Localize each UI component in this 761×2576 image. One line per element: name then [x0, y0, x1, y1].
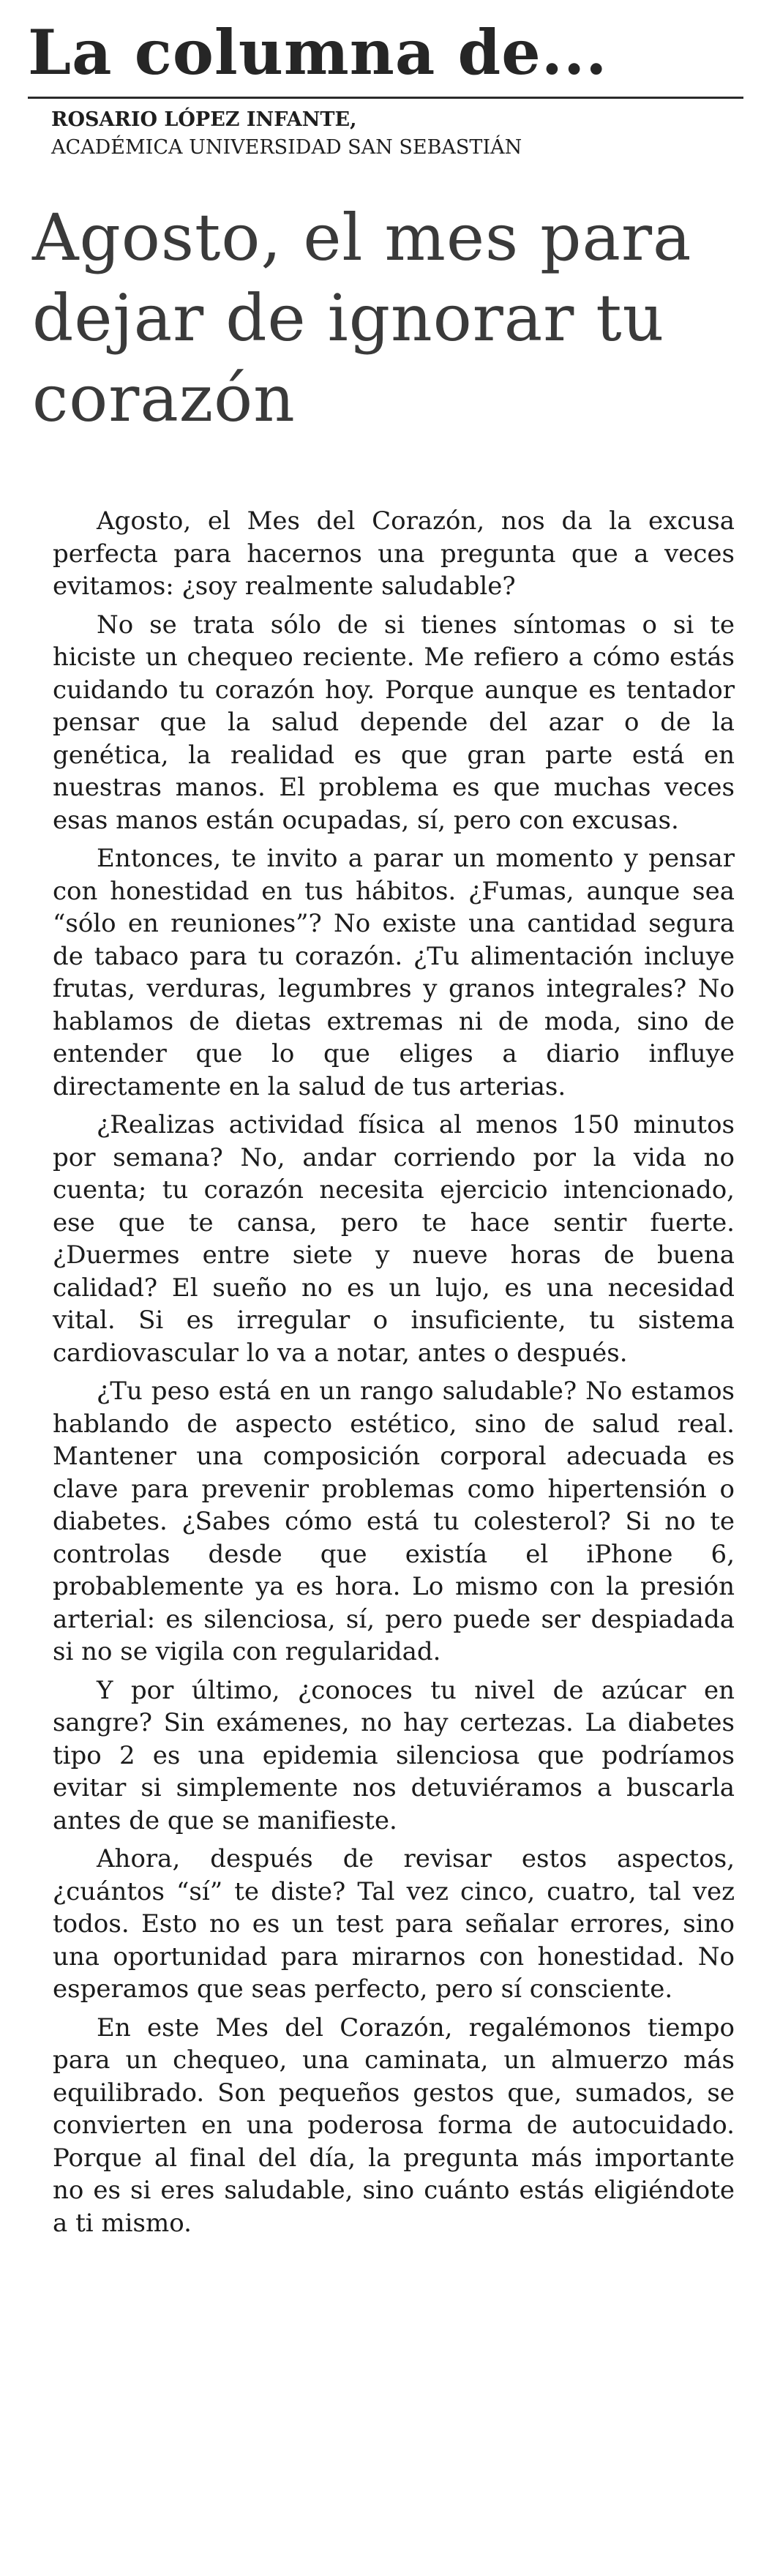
article-body [53, 505, 735, 2245]
article-paragraph: Agosto, el Mes del Corazón, nos da la excusa perfecta para hacernos una pregunta que a veces evitamos: ¿soy realmente saludable? [53, 506, 735, 601]
article-paragraph: ¿Realizas actividad física al menos 150 minutos por semana? No, andar corriendo por la vida no cuenta; tu corazón necesita ejercicio intencionado, ese que te cansa, pero te hace sentir fuerte. ¿Duermes entre siete y nueve horas de buena calidad? El sueño no es un lujo, es una necesidad vital. Si es irregular o insuficiente, tu sistema cardiovascular lo va a notar, antes o después. [53, 1110, 735, 1368]
article-paragraph: ¿Tu peso está en un rango saludable? No estamos hablando de aspecto estético, sino de salud real. Mantener una composición corporal adecuada es clave para prevenir problemas como hipertensión o diabetes. ¿Sabes cómo está tu colesterol? Si no te controlas desde que existía el iPhone 6, probablemente ya es hora. Lo mismo con la presión arterial: es silenciosa, sí, pero puede ser despiadada si no se vigila con regularidad. [53, 1377, 735, 1666]
article-paragraph: Y por último, ¿conoces tu nivel de azúcar en sangre? Sin exámenes, no hay certezas. La diabetes tipo 2 es una epidemia silenciosa que podríamos evitar si simplemente nos detuviéramos a buscarla antes de que se manifieste. [53, 1675, 735, 1835]
header-divider [28, 97, 743, 99]
article-paragraph: Entonces, te invito a parar un momento y pensar con honestidad en tus hábitos. ¿Fumas, aunque sea “sólo en reuniones”? No existe una cantidad segura de tabaco para tu corazón. ¿Tu alimentación incluye frutas, verduras, legumbres y granos integrales? No hablamos de dietas extremas ni de moda, sino de entender que lo que eliges a diario influye directamente en la salud de tus arterias. [53, 844, 735, 1101]
article-paragraph: No se trata sólo de si tienes síntomas o si te hiciste un chequeo reciente. Me refiero a cómo estás cuidando tu corazón hoy. Porque aunque es tentador pensar que la salud depende del azar o de la genética, la realidad es que gran parte está en nuestras manos. El problema es que muchas veces esas manos están ocupadas, sí, pero con excusas. [53, 610, 735, 835]
column-title: La columna de... [28, 16, 608, 89]
article-headline: Agosto, el mes para dejar de ignorar tu corazón [32, 200, 692, 436]
author-name: ROSARIO LÓPEZ INFANTE, [51, 108, 357, 131]
author-affiliation: ACADÉMICA UNIVERSIDAD SAN SEBASTIÁN [51, 136, 522, 159]
article-paragraph: En este Mes del Corazón, regalémonos tiempo para un chequeo, una caminata, un almuerzo más equilibrado. Son pequeños gestos que, sumados, se convierten en una poderosa forma de autocuidado. Porque al final del día, la pregunta más importante no es si eres saludable, sino cuánto estás eligiéndote a ti mismo. [53, 2012, 735, 2238]
article-paragraph: Ahora, después de revisar estos aspectos, ¿cuántos “sí” te diste? Tal vez cinco, cuatro, tal vez todos. Esto no es un test para señalar errores, sino una oportunidad para mirarnos con honestidad. No esperamos que seas perfecto, pero sí consciente. [53, 1844, 735, 2004]
